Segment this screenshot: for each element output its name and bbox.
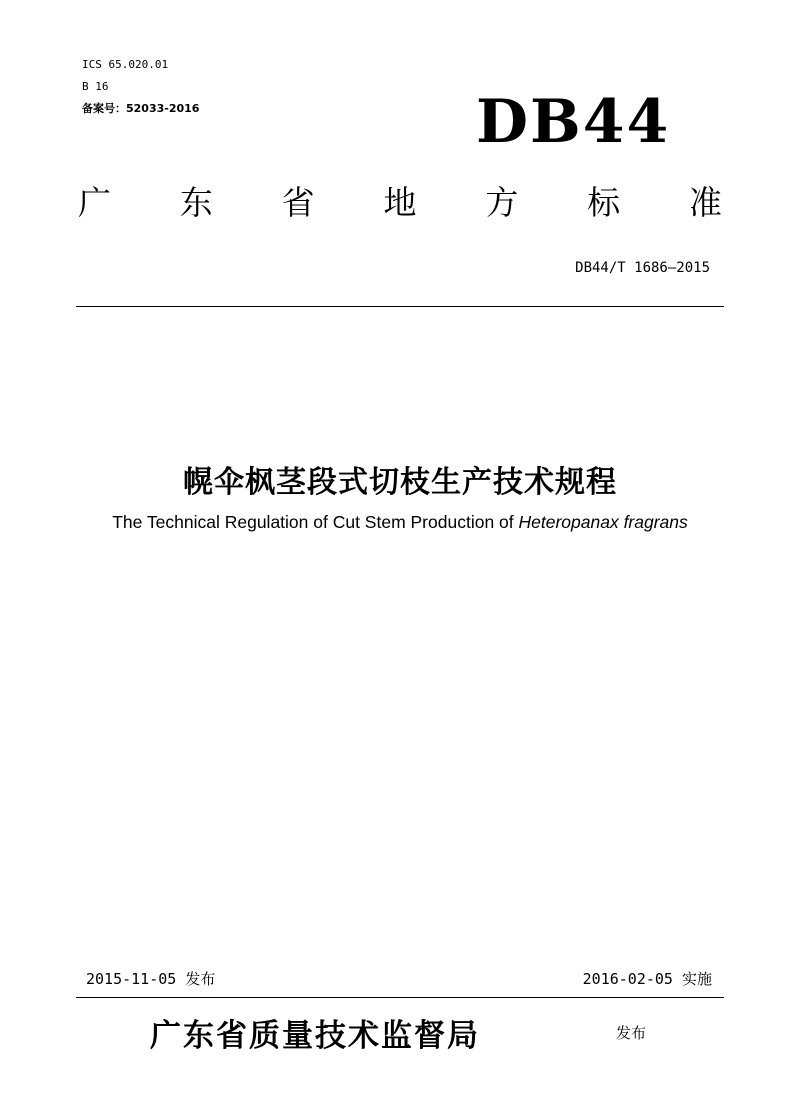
registration-number: 备案号：52033-2016	[82, 102, 200, 115]
standard-type-char: 东	[179, 183, 213, 222]
publish-date: 2015-11-05 发布	[86, 970, 216, 988]
standard-type-char: 标	[587, 183, 621, 222]
standard-type-char: 地	[383, 183, 417, 222]
title-english	[0, 512, 800, 533]
standard-type-char: 省	[281, 183, 315, 222]
implementation-date: 2016-02-05 实施	[582, 970, 712, 988]
standard-type-char: 广	[78, 183, 111, 222]
issue-label: 发布	[616, 1024, 647, 1042]
species-name: Heteropanax fragrans	[518, 512, 688, 532]
issuing-authority: 广东省质量技术监督局	[150, 1018, 480, 1054]
classification-code: B 16	[82, 80, 109, 93]
standard-type-heading	[78, 183, 722, 222]
standard-type-char: 方	[485, 183, 519, 222]
standard-number: DB44/T 1686—2015	[575, 260, 710, 276]
title-english-text: The Technical Regulation of Cut Stem Production of	[112, 512, 519, 532]
db44-logo: DB44	[476, 87, 671, 157]
top-divider	[76, 306, 724, 307]
bottom-divider	[76, 997, 724, 998]
ics-code: ICS 65.020.01	[82, 58, 169, 71]
standard-type-char: 准	[688, 183, 722, 222]
title-chinese: 幌伞枫茎段式切枝生产技术规程	[183, 465, 617, 500]
